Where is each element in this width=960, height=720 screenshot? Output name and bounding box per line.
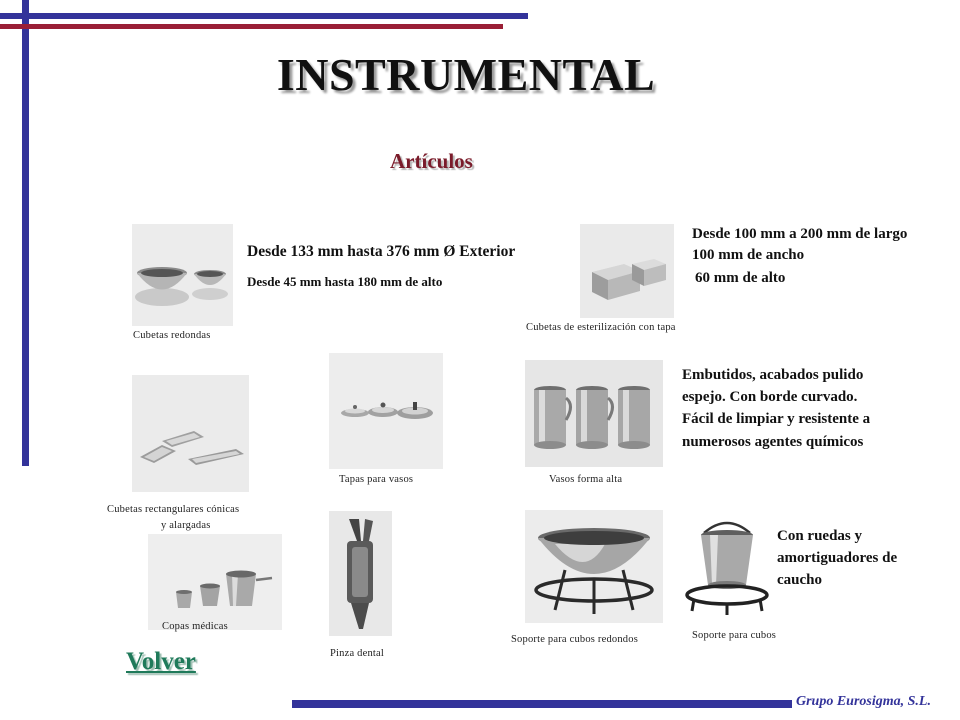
back-link[interactable]: Volver (126, 648, 196, 675)
dental-forceps-photo (329, 511, 392, 636)
spec-sterilization-height: 60 mm de alto (695, 270, 786, 286)
bucket-stand-photo (682, 517, 772, 621)
spec-finish-line1: Embutidos, acabados pulido (682, 367, 864, 383)
caption-round-bucket-stand: Soporte para cubos redondos (511, 634, 638, 645)
spec-sterilization-width: 100 mm de ancho (692, 247, 805, 263)
spec-sterilization-length: Desde 100 mm a 200 mm de largo (692, 226, 908, 242)
caption-medical-cups: Copas médicas (162, 621, 228, 632)
caption-cup-lids: Tapas para vasos (339, 474, 414, 485)
spec-round-diameter: Desde 133 mm hasta 376 mm Ø Exterior (247, 243, 516, 260)
spec-finish-line4: numerosos agentes químicos (682, 434, 864, 450)
caption-round-bowls: Cubetas redondas (133, 330, 211, 341)
spec-wheels-line1: Con ruedas y (777, 528, 863, 544)
section-subtitle: Artículos (390, 149, 473, 173)
top-accent-bar-blue (0, 13, 528, 19)
tall-beakers-photo (525, 360, 663, 467)
rectangular-trays-photo (132, 375, 249, 492)
caption-sterilization-trays: Cubetas de esterilización con tapa (526, 322, 676, 333)
spec-round-height: Desde 45 mm hasta 180 mm de alto (247, 274, 443, 289)
footer-company: Grupo Eurosigma, S.L. (796, 694, 931, 709)
caption-dental-forceps: Pinza dental (330, 648, 385, 659)
medical-cups-photo (148, 534, 282, 630)
sterilization-trays-photo (580, 224, 674, 318)
page-title: INSTRUMENTAL (276, 49, 656, 100)
round-bowls-photo (132, 224, 233, 326)
round-bucket-stand-photo (525, 510, 663, 623)
spec-finish-line3: Fácil de limpiar y resistente a (682, 411, 871, 427)
caption-rectangular-trays-line1: Cubetas rectangulares cónicas (107, 504, 240, 515)
caption-bucket-stand: Soporte para cubos (692, 630, 777, 641)
bottom-accent-bar (292, 700, 792, 708)
top-accent-bar-maroon (0, 24, 503, 29)
spec-wheels-line2: amortiguadores de (777, 550, 898, 566)
caption-tall-beakers: Vasos forma alta (549, 474, 623, 485)
spec-wheels-line3: caucho (777, 572, 822, 588)
cup-lids-photo (329, 353, 443, 469)
spec-finish-line2: espejo. Con borde curvado. (682, 389, 858, 405)
caption-rectangular-trays-line2: y alargadas (161, 520, 211, 531)
